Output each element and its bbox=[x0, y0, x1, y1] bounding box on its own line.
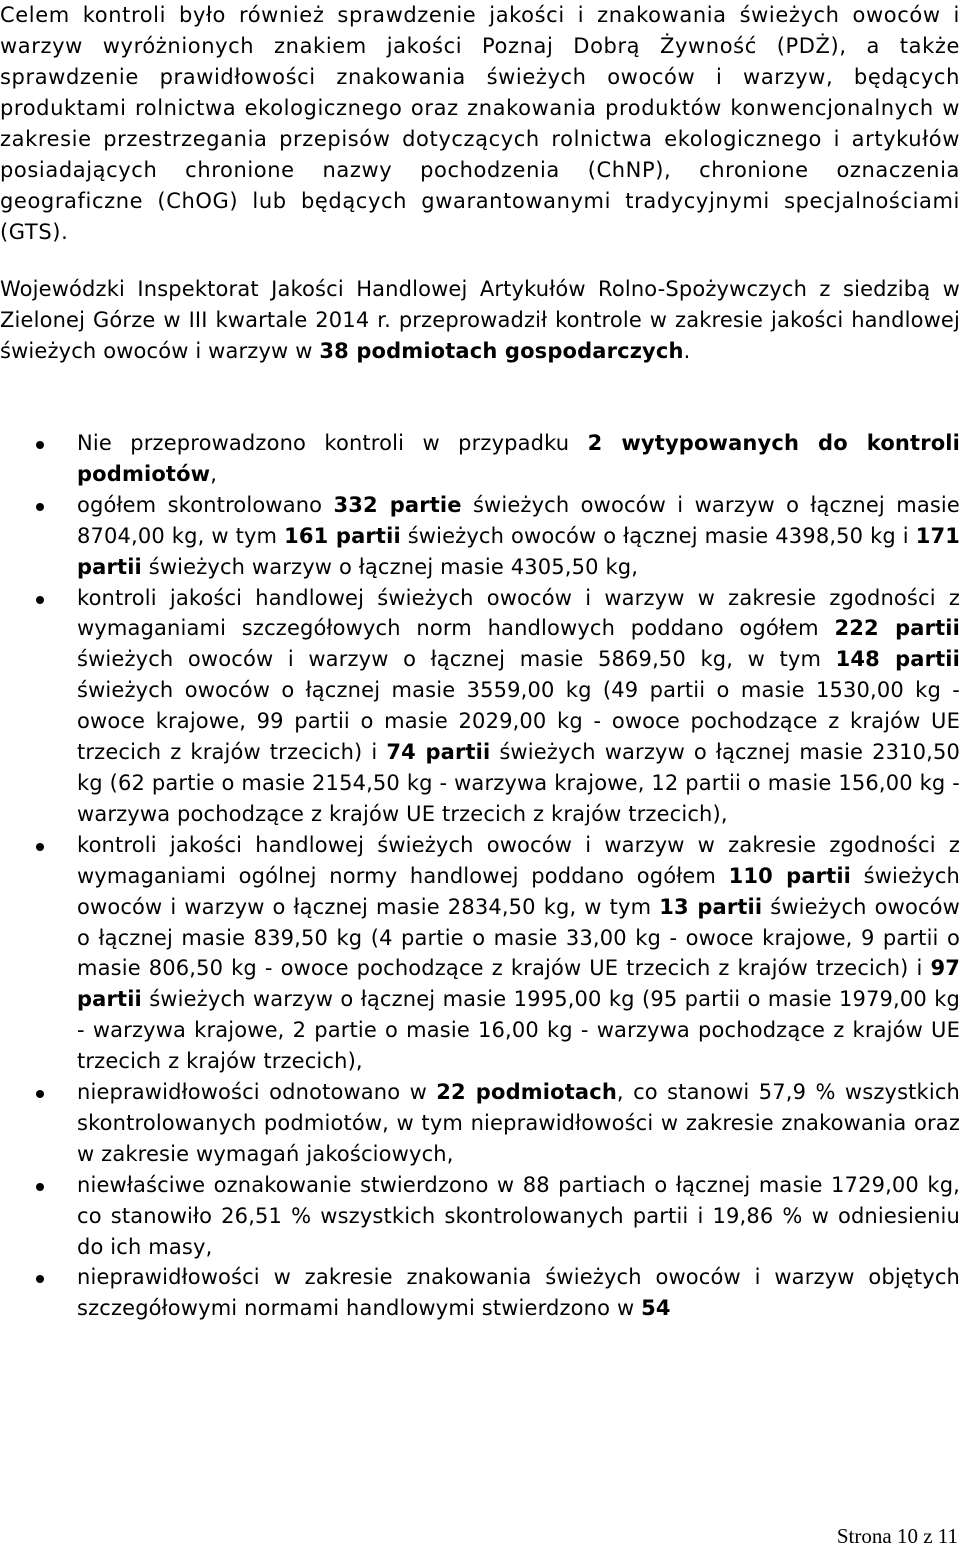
item-text: nieprawidłowości w zakresie znakowania świeżych owoców i warzyw objętych szczegółowymi normami handlowymi stwierdzono w bbox=[77, 1265, 960, 1321]
list-item bbox=[0, 490, 960, 583]
bullet-icon bbox=[36, 1090, 44, 1098]
bullet-icon bbox=[36, 441, 44, 449]
list-item bbox=[0, 1077, 960, 1170]
item-text: świeżych owoców i warzyw o łącznej masie 8704,00 kg, w tym bbox=[77, 492, 960, 548]
list-item bbox=[0, 830, 960, 1077]
page-number: Strona 10 z 11 bbox=[836, 1524, 958, 1548]
item-bold-text: 161 partii bbox=[284, 523, 401, 548]
list-item bbox=[0, 1170, 960, 1263]
item-text: kontroli jakości handlowej świeżych owoców i warzyw w zakresie zgodności z wymaganiami ogólnej normy handlowej poddano ogółem bbox=[77, 832, 960, 888]
item-text: świeżych warzyw o łącznej masie 4305,50 kg, bbox=[141, 554, 639, 579]
bullet-icon bbox=[36, 503, 44, 511]
item-text: świeżych owoców o łącznej masie 4398,50 kg i bbox=[400, 523, 916, 548]
item-text: świeżych warzyw o łącznej masie 2310,50 kg (62 partie o masie 2154,50 kg - warzywa krajowe, 12 partii o masie 156,00 kg - warzywa pochodzące z krajów UE trzecich z krajów trzecich), bbox=[77, 740, 960, 826]
paragraph-text: Wojewódzki Inspektorat Jakości Handlowej Artykułów Rolno-Spożywczych z siedzibą w Zielonej Górze w III kwartale 2014 r. przeprowadził kontrole w zakresie jakości handlowej świeżych owoców i warzyw w bbox=[0, 277, 960, 363]
list-item bbox=[0, 583, 960, 830]
item-text: świeżych warzyw o łącznej masie 1995,00 kg (95 partii o masie 1979,00 kg - warzywa krajowe, 2 partie o masie 16,00 kg - warzywa pochodzące z krajów UE trzecich z krajów trzecich), bbox=[77, 987, 960, 1074]
paragraph-inspection-scope: Celem kontroli było również sprawdzenie jakości i znakowania świeżych owoców i warzyw wyróżnionych znakiem jakości Poznaj Dobrą Żywność (PDŻ), a także sprawdzenie prawidłowości znakowania świeżych owoców i warzyw, będących produktami rolnictwa ekologicznego oraz znakowania produktów konwencjonalnych w zakresie przestrzegania przepisów dotyczących rolnictwa ekologicznego i artykułów posiadających chronione nazwy pochodzenia (ChNP), chronione oznaczenia geograficzne (ChOG) lub będących gwarantowanymi tradycyjnymi specjalnościami (GTS). bbox=[0, 3, 960, 244]
bullet-icon bbox=[36, 843, 44, 851]
list-item bbox=[0, 428, 960, 490]
item-text: Nie przeprowadzono kontroli w przypadku bbox=[77, 431, 588, 455]
item-text: ogółem skontrolowano bbox=[77, 492, 334, 517]
item-text: , bbox=[210, 461, 218, 486]
item-text: świeżych owoców o łącznej masie 839,50 kg (4 partie o masie 33,00 kg - owoce krajowe, 9 partii o masie 806,50 kg - owoce pochodzące z krajów UE trzecich z krajów trzecich) i bbox=[77, 894, 960, 981]
item-bold-text: 22 podmiotach bbox=[436, 1080, 617, 1105]
paragraph-bold-text: 38 podmiotach gospodarczych bbox=[319, 339, 684, 363]
item-bold-text: 97 partii bbox=[77, 956, 960, 1012]
findings-list bbox=[0, 428, 960, 1324]
bullet-icon bbox=[36, 596, 44, 604]
item-bold-text: 2 wytypowanych do kontroli podmiotów bbox=[77, 431, 960, 486]
item-bold-text: 332 partie bbox=[333, 492, 462, 517]
list-item bbox=[0, 1262, 960, 1324]
bullet-icon bbox=[36, 1183, 44, 1191]
item-text: nieprawidłowości odnotowano w bbox=[77, 1080, 437, 1105]
bullet-icon bbox=[36, 1275, 44, 1283]
item-bold-text: 222 partii bbox=[834, 616, 960, 641]
item-bold-text: 110 partii bbox=[728, 863, 852, 888]
item-text: świeżych owoców i warzyw o łącznej masie 5869,50 kg, w tym bbox=[77, 647, 836, 672]
item-bold-text: 148 partii bbox=[835, 647, 960, 672]
item-bold-text: 171 partii bbox=[77, 523, 960, 579]
item-bold-text: 74 partii bbox=[386, 740, 491, 765]
paragraph-tail: . bbox=[683, 339, 691, 363]
item-text: kontroli jakości handlowej świeżych owoców i warzyw w zakresie zgodności z wymaganiami szczegółowych norm handlowych poddano ogółem bbox=[77, 585, 960, 641]
item-bold-text: 13 partii bbox=[659, 894, 763, 919]
item-text: świeżych owoców o łącznej masie 3559,00 kg (49 partii o masie 1530,00 kg - owoce krajowe, 99 partii o masie 2029,00 kg - owoce pochodzące z krajów UE trzecich z krajów trzecich) i bbox=[77, 678, 960, 765]
item-text: świeżych owoców i warzyw o łącznej masie 2834,50 kg, w tym bbox=[77, 863, 960, 919]
paragraph-inspectorate-summary bbox=[0, 274, 960, 367]
item-text: niewłaściwe oznakowanie stwierdzono w 88 partiach o łącznej masie 1729,00 kg, co stanowiło 26,51 % wszystkich skontrolowanych partii i 19,86 % w odniesieniu do ich masy, bbox=[77, 1172, 960, 1259]
item-bold-text: 54 bbox=[641, 1296, 671, 1321]
item-text: , co stanowi 57,9 % wszystkich skontrolowanych podmiotów, w tym nieprawidłowości w zakresie znakowania oraz w zakresie wymagań jakościowych, bbox=[77, 1080, 960, 1166]
